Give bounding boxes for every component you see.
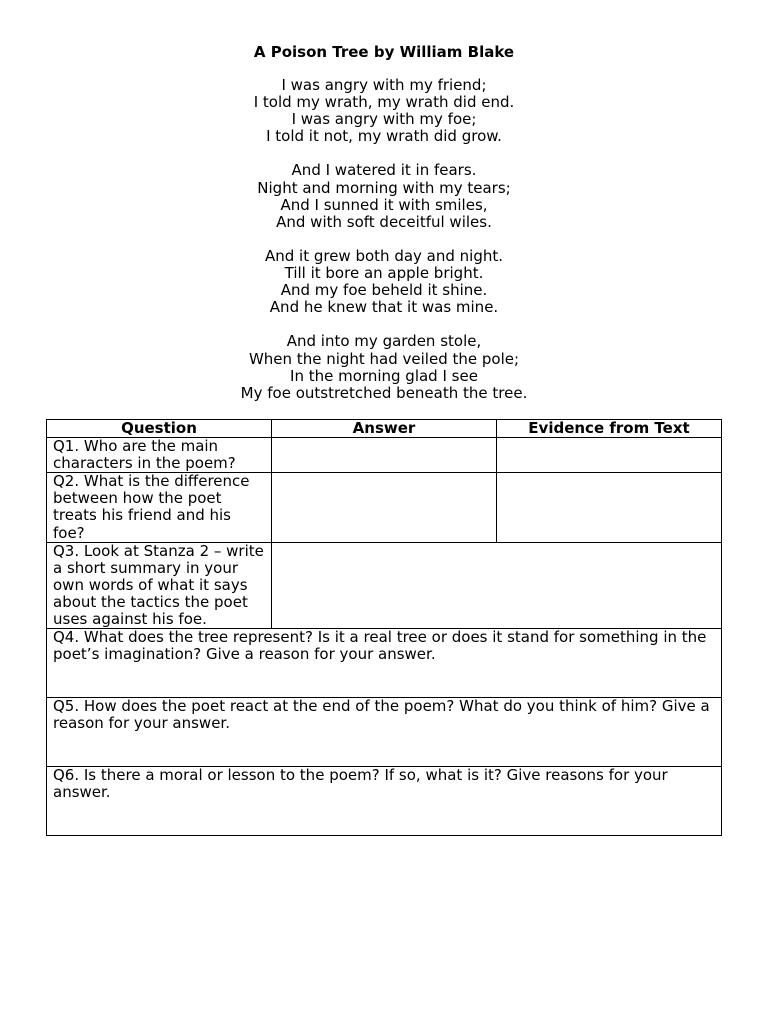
table-header-row [47, 420, 722, 438]
poem-line: When the night had veiled the pole; [248, 349, 520, 368]
poem-line: My foe outstretched beneath the tree. [240, 383, 528, 402]
stanza-3 [0, 248, 768, 316]
question-1: Q1. Who are the main characters in the poem? [47, 438, 272, 473]
table-row [47, 473, 722, 542]
header-evidence: Evidence from Text [497, 420, 722, 438]
stanza-2 [0, 162, 768, 230]
question-6[interactable]: Q6. Is there a moral or lesson to the poem? If so, what is it? Give reasons for your answer. [47, 767, 722, 836]
poem-line: And it grew both day and night. [264, 246, 504, 265]
table-row [47, 767, 722, 836]
question-5[interactable]: Q5. How does the poet react at the end of the poem? What do you think of him? Give a reason for your answer. [47, 698, 722, 767]
poem-line: And my foe beheld it shine. [280, 281, 488, 300]
worksheet-table [46, 419, 722, 836]
header-question: Question [47, 420, 272, 438]
header-answer: Answer [272, 420, 497, 438]
poem-line: And he knew that it was mine. [269, 298, 499, 317]
answer-cell-2[interactable] [272, 473, 497, 542]
poem-line: In the morning glad I see [290, 366, 478, 385]
poem-line: I was angry with my friend; [281, 76, 487, 94]
poem-line: And into my garden stole, [286, 332, 482, 351]
evidence-cell-1[interactable] [497, 438, 722, 473]
table-row [47, 698, 722, 767]
question-4[interactable]: Q4. What does the tree represent? Is it a real tree or does it stand for something in the poet’s imagination? Give a reason for your answer. [47, 629, 722, 698]
poem-line: Night and morning with my tears; [257, 178, 511, 197]
page-title: A Poison Tree by William Blake [253, 43, 515, 61]
table-row [47, 438, 722, 473]
question-3: Q3. Look at Stanza 2 – write a short summary in your own words of what it says about the tactics the poet uses against his foe. [47, 542, 272, 628]
answer-cell-1[interactable] [272, 438, 497, 473]
poem-line: Till it bore an apple bright. [284, 264, 484, 283]
poem-line: And I watered it in fears. [291, 161, 477, 180]
poem-line: I was angry with my foe; [291, 110, 477, 129]
answer-cell-3[interactable] [272, 542, 722, 628]
question-2: Q2. What is the difference between how the poet treats his friend and his foe? [47, 473, 272, 542]
poem [0, 77, 768, 419]
poem-line: I told it not, my wrath did grow. [266, 127, 502, 146]
stanza-1 [0, 77, 768, 145]
table-row [47, 542, 722, 628]
stanza-4 [0, 333, 768, 401]
poem-line: And I sunned it with smiles, [280, 195, 488, 214]
poem-line: And with soft deceitful wiles. [276, 212, 492, 231]
table-row [47, 629, 722, 698]
evidence-cell-2[interactable] [497, 473, 722, 542]
poem-line: I told my wrath, my wrath did end. [253, 93, 515, 112]
